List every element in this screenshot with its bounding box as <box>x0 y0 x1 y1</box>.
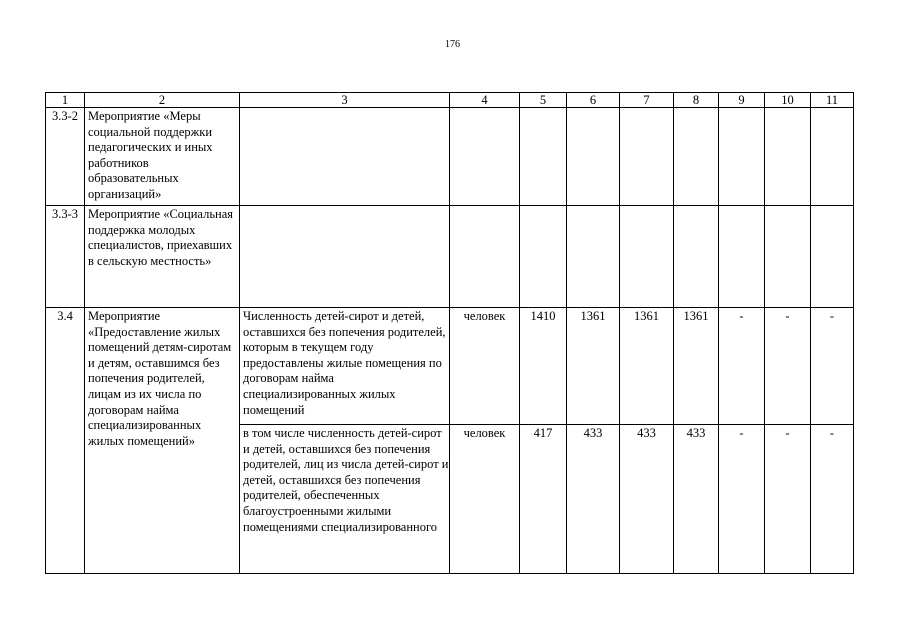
measure-name: Мероприятие «Предоставление жилых помещений детям-сиротам и детям, оставшимся без попечения родителей, лицам из их числа по договорам найма специализированных жилых помещений» <box>85 308 240 574</box>
value-col-10: - <box>765 425 811 574</box>
col-header-3: 3 <box>240 93 450 108</box>
empty-cell <box>520 206 567 308</box>
table-row <box>46 308 854 425</box>
col-header-1: 1 <box>46 93 85 108</box>
value-col-11: - <box>811 308 854 425</box>
col-header-4: 4 <box>450 93 520 108</box>
empty-cell <box>765 108 811 206</box>
page-number: 176 <box>445 39 460 50</box>
col-header-11: 11 <box>811 93 854 108</box>
value-col-10: - <box>765 308 811 425</box>
col-header-6: 6 <box>567 93 620 108</box>
value-col-9: - <box>719 308 765 425</box>
empty-cell <box>567 108 620 206</box>
value-col-8: 1361 <box>674 308 719 425</box>
indicator-text: Численность детей-сирот и детей, оставшихся без попечения родителей, которым в текущем году предоставлены жилые помещения по договорам найма специализированных жилых помещений <box>240 308 450 425</box>
empty-cell <box>567 206 620 308</box>
empty-cell <box>620 206 674 308</box>
table-row <box>46 108 854 206</box>
empty-cell <box>765 206 811 308</box>
value-col-8: 433 <box>674 425 719 574</box>
col-header-7: 7 <box>620 93 674 108</box>
value-col-5: 1410 <box>520 308 567 425</box>
value-col-7: 1361 <box>620 308 674 425</box>
row-number: 3.3-2 <box>46 108 85 206</box>
value-col-6: 1361 <box>567 308 620 425</box>
empty-cell <box>719 108 765 206</box>
measure-name: Мероприятие «Социальная поддержка молодых специалистов, приехавших в сельскую местность» <box>85 206 240 308</box>
indicator-unit: человек <box>450 425 520 574</box>
col-header-2: 2 <box>85 93 240 108</box>
value-col-7: 433 <box>620 425 674 574</box>
empty-cell <box>811 206 854 308</box>
empty-cell <box>450 108 520 206</box>
indicator-unit: человек <box>450 308 520 425</box>
empty-cell <box>620 108 674 206</box>
col-header-5: 5 <box>520 93 567 108</box>
table-row <box>46 206 854 308</box>
row-number: 3.4 <box>46 308 85 574</box>
value-col-5: 417 <box>520 425 567 574</box>
empty-cell <box>450 206 520 308</box>
col-header-9: 9 <box>719 93 765 108</box>
indicator-text: в том числе численность детей-сирот и детей, оставшихся без попечения родителей, лиц из числа детей-сирот и детей, оставшихся без попечения родителей, обеспеченных благоустроенными жилыми помещениями специализированного <box>240 425 450 574</box>
empty-cell <box>520 108 567 206</box>
row-number: 3.3-3 <box>46 206 85 308</box>
empty-cell <box>240 206 450 308</box>
value-col-11: - <box>811 425 854 574</box>
value-col-6: 433 <box>567 425 620 574</box>
header-row <box>46 93 854 108</box>
empty-cell <box>674 108 719 206</box>
empty-cell <box>240 108 450 206</box>
empty-cell <box>811 108 854 206</box>
col-header-10: 10 <box>765 93 811 108</box>
empty-cell <box>719 206 765 308</box>
value-col-9: - <box>719 425 765 574</box>
indicators-table <box>45 92 854 574</box>
empty-cell <box>674 206 719 308</box>
measure-name: Мероприятие «Меры социальной поддержки педагогических и иных работников образовательных организаций» <box>85 108 240 206</box>
col-header-8: 8 <box>674 93 719 108</box>
